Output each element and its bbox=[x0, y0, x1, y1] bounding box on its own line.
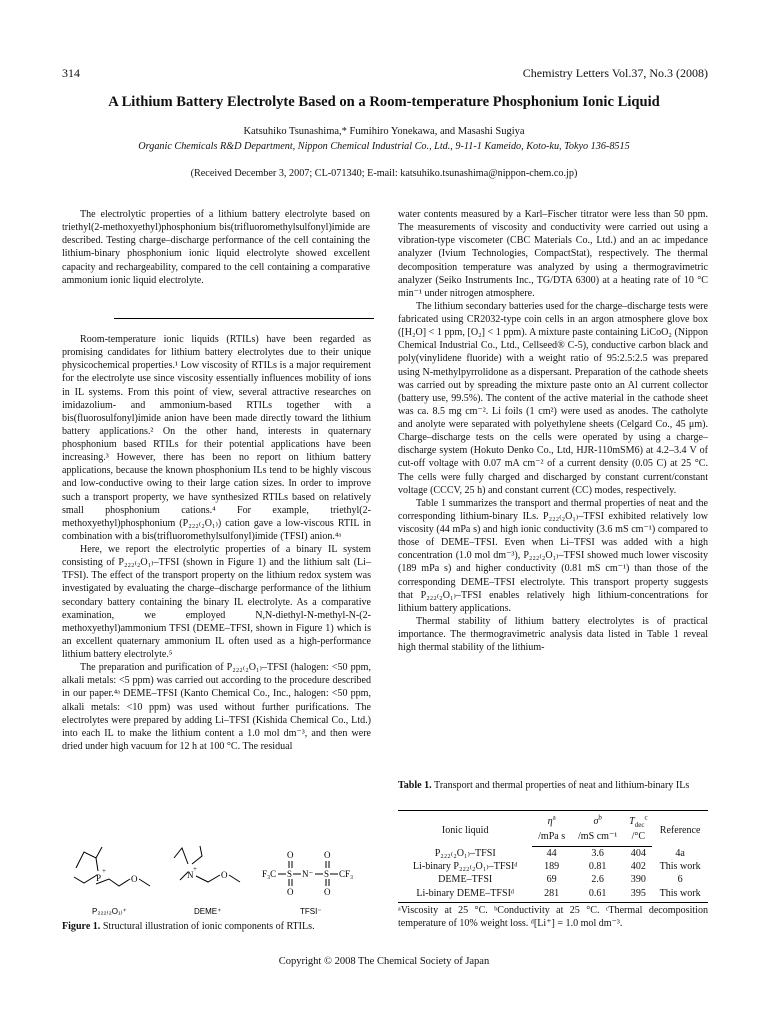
figure-1-structures bbox=[62, 838, 371, 918]
label-tfsi: TFSI⁻ bbox=[300, 907, 322, 916]
label-phosphonium: P₂₂₂₍₂O₁₎⁺ bbox=[92, 907, 127, 916]
header-reference: Reference bbox=[652, 811, 708, 847]
received-line: (Received December 3, 2007; CL-071340; E-mail: katsuhiko.tsunashima@nippon-chem.co.jp) bbox=[190, 168, 578, 179]
left-column-body bbox=[62, 333, 371, 753]
table-row: Li-binary P₂₂₂₍₂O₁₎–TFSIᵈ 189 0.81 402 This work bbox=[412, 861, 701, 873]
group-f3c: F₃C bbox=[262, 869, 277, 879]
table-row: Li-binary DEME–TFSIᵈ 281 0.61 395 This work bbox=[398, 887, 708, 903]
plus-charge: + bbox=[193, 865, 197, 873]
unit-sigma: /mS cm⁻¹ bbox=[571, 829, 625, 847]
paragraph: Table 1 summarizes the transport and thermal properties of neat and the corresponding lithium-binary ILs. P₂₂₂₍₂O₁₎–TFSI exhibited relatively low viscosity (44 mPa s) and high ionic conductivity (3.6 mS cm⁻¹) compared to those of DEME–TFSI. Even when Li–TFSI was added with a high concentration (1.0 mol dm⁻³), P₂₂₂₍₂O₁₎–TFSI showed much lower viscosity (189 mPa s) and higher conductivity (0.81 mS cm⁻¹) than those of the corresponding DEME–TFSI electrolyte. This transport property suggests that P₂₂₂₍₂O₁₎–TFSI enables relatively high lithium-concentrations for lithium battery applications. bbox=[398, 497, 708, 614]
table-1 bbox=[398, 810, 708, 903]
header-sigma: $\sigma^b$ bbox=[571, 811, 625, 830]
table-caption-text: Transport and thermal properties of neat and lithium-binary ILs bbox=[434, 780, 690, 791]
figure-caption-label: Figure 1. bbox=[62, 921, 101, 932]
table-header-row bbox=[398, 811, 708, 830]
header-ionic-liquid: Ionic liquid bbox=[398, 811, 532, 847]
paragraph: Here, we report the electrolytic properties of a binary IL system consisting of P₂₂₂₍₂O₁₎–TFSI (shown in Figure 1) and the lithium salt (Li–TFSI). The effect of the transport property on the lithium redox system was investigated by evaluating the charge–discharge performance of the lithium secondary battery containing the binary IL electrolyte. As a comparative examination, we employed N,N-diethyl-N-methyl-N-(2-methoxyethyl)ammonium TFSI (DEME–TFSI, shown in Figure 1) which is an excellent quaternary ammonium IL often used as a high-performance lithium battery electrolyte.⁵ bbox=[62, 544, 371, 660]
unit-eta: /mPa s bbox=[532, 829, 570, 847]
paragraph: The preparation and purification of P₂₂₂₍₂O₁₎–TFSI (halogen: <50 ppm, alkali metals: <5 ppm) was carried out according to the procedure described in our paper.⁴ᵃ DEME–TFSI (Kanto Chemical Co., Inc., halogen: <50 ppm, alkali metals: <10 ppm) was used without further purifications. The electrolytes were prepared by adding Li–TFSI (Kishida Chemical Co., Ltd.) into each IL to make the lithium content a 1.0 mol dm⁻³, and then were dried under high vacuum for 12 h at 100 °C. The residual bbox=[62, 662, 371, 752]
header-tdec: $T_{dec}^c$ bbox=[624, 811, 652, 830]
group-cf3: CF₃ bbox=[339, 869, 354, 879]
atom-o: O bbox=[324, 850, 331, 860]
abstract-divider bbox=[114, 318, 374, 319]
table-row: P₂₂₂₍₂O₁₎–TFSI 44 3.6 404 4a bbox=[434, 847, 685, 859]
paragraph: water contents measured by a Karl–Fischer titrator were less than 50 ppm. The measurements of viscosity and conductivity were carried out using a vibration-type viscometer (CBC Materials Co., Ltd.) and an ac impedance analyzer (Ivium Technologies, CompactStat), respectively. The thermal decomposition temperature was analyzed by using a thermogravimetric analyzer (Seiko Instruments Inc., TG/DTA 6300) at a heating rate of 10 °C min⁻¹ under nitrogen atmosphere. bbox=[398, 209, 708, 299]
deme-cation-structure bbox=[174, 846, 240, 882]
figure-caption-text: Structural illustration of ionic components of RTILs. bbox=[102, 921, 315, 932]
affiliation: Organic Chemicals R&D Department, Nippon Chemical Industrial Co., Ltd., 9-11-1 Kameido, Koto-ku, Tokyo 136-8515 bbox=[138, 141, 630, 152]
table-row: DEME–TFSI 69 2.6 390 6 bbox=[438, 874, 683, 886]
paragraph: The lithium secondary batteries used for the charge–discharge tests were fabricated using CR2032-type coin cells in an argon atmosphere glove box ([H₂O] < 1 ppm, [O₂] < 1 ppm). A mixture paste containing LiCoO₂ (Nippon Chemical Industrial Co., Ltd., Cellseed® C-5), conductive carbon black and poly(vinylidene fluoride) with a weight ratio of 95:2.5:2.5 was prepared using N-methylpyrrolidone as a dispersant. Preparation of the cathode sheets was carried out by spreading the mixture paste onto an Al current collector (battery use, 99.5%). The content of the active material in the cathode sheet was ca. 8.5 mg cm⁻². Li foils (1 cm²) were used as anodes. The catholyte and anolyte were separated with polyethylene sheets (Celgard Co., 45 μm). Charge–discharge tests on the cells were operated by using a charge–discharge system (Hokuto Denko Co., Ltd, HJR-110mSM6) at 4.2–3.4 V of cut-off voltage with 0.07 mA cm⁻² of a current density (0.05 C) at 25 °C. The cells were fully charged and discharged by constant current/constant voltage (CCCV, 25 h) and constant current (CC) modes, respectively. bbox=[398, 300, 708, 496]
phosphonium-cation-structure bbox=[74, 847, 150, 886]
atom-n: N bbox=[187, 870, 194, 880]
journal-header: Chemistry Letters Vol.37, No.3 (2008) bbox=[522, 66, 708, 80]
right-column-body bbox=[398, 208, 708, 654]
unit-tdec: /°C bbox=[624, 829, 652, 847]
atom-o: O bbox=[287, 850, 294, 860]
atom-p: P bbox=[96, 873, 102, 883]
atom-o: O bbox=[287, 887, 294, 897]
page-number: 314 bbox=[62, 66, 80, 80]
atom-o: O bbox=[221, 870, 228, 880]
plus-charge: + bbox=[102, 867, 106, 875]
label-deme: DEME⁺ bbox=[194, 907, 222, 916]
paragraph: Thermal stability of lithium battery electrolytes is of practical importance. The thermogravimetric analysis data listed in Table 1 reveal high thermal stability of the lithium- bbox=[398, 615, 708, 654]
paper-title: A Lithium Battery Electrolyte Based on a Room-temperature Phosphonium Ionic Liquid bbox=[108, 94, 660, 110]
authors: Katsuhiko Tsunashima,* Fumihiro Yonekawa, and Masashi Sugiya bbox=[243, 126, 525, 137]
atom-n: N⁻ bbox=[302, 869, 314, 879]
atom-s: S bbox=[324, 869, 330, 879]
paragraph: Room-temperature ionic liquids (RTILs) have been regarded as promising candidates for lithium battery electrolytes due to their unique physicochemical properties.¹ Low viscosity of RTILs is a major requirement for the electrolyte use since viscosity essentially influences mobility of ions in IL systems. From this point of view, several attractive researches on imidazolium- and ammonium-based RTILs together with a bis(fluorosulfonyl)imide anion have been made directly toward the lithium battery applications.² On the other hand, interests in quaternary phosphonium based RTILs for their potential applications have been increasing.³ However, there has been no report on lithium battery applications, because the known phosphonium ILs tend to be highly viscous and low-conductive owing to their large cation sizes. In order to improve such a transport property, we have synthesized RTILs based on relatively small phosphonium cations.⁴ For example, triethyl(2-methoxyethyl)phosphonium (P₂₂₂₍₂O₁₎) cation gave a low-viscous RTIL in combination with a bis(trifluoromethylsulfonyl)imide (TFSI) anion.⁴ᵃ bbox=[62, 334, 371, 542]
table-caption-label: Table 1. bbox=[398, 780, 432, 791]
table-1-caption bbox=[398, 779, 708, 792]
atom-o: O bbox=[131, 874, 138, 884]
copyright-footer: Copyright © 2008 The Chemical Society of Japan bbox=[278, 956, 490, 967]
abstract: The electrolytic properties of a lithium battery electrolyte based on triethyl(2-methoxyethyl)phosphonium bis(trifluoromethylsulfonyl)imide are described. Testing charge–discharge performance of the cell containing the lithium-binary phosphonium ionic liquid electrolyte showed excellent capacity and rechargeability, compared to the cell containing a comparative ammonium ionic liquid electrolyte. bbox=[62, 209, 370, 286]
tfsi-anion-structure bbox=[262, 850, 353, 897]
atom-s: S bbox=[287, 869, 293, 879]
table-1-footnote: ᵃViscosity at 25 °C. ᵇConductivity at 25 °C. ᶜThermal decomposition temperature of 10% weight loss. ᵈ[Li⁺] = 1.0 mol dm⁻³. bbox=[398, 905, 708, 929]
header-eta: $\eta^a$ bbox=[532, 811, 570, 830]
figure-1-caption bbox=[62, 920, 371, 933]
atom-o: O bbox=[324, 887, 331, 897]
